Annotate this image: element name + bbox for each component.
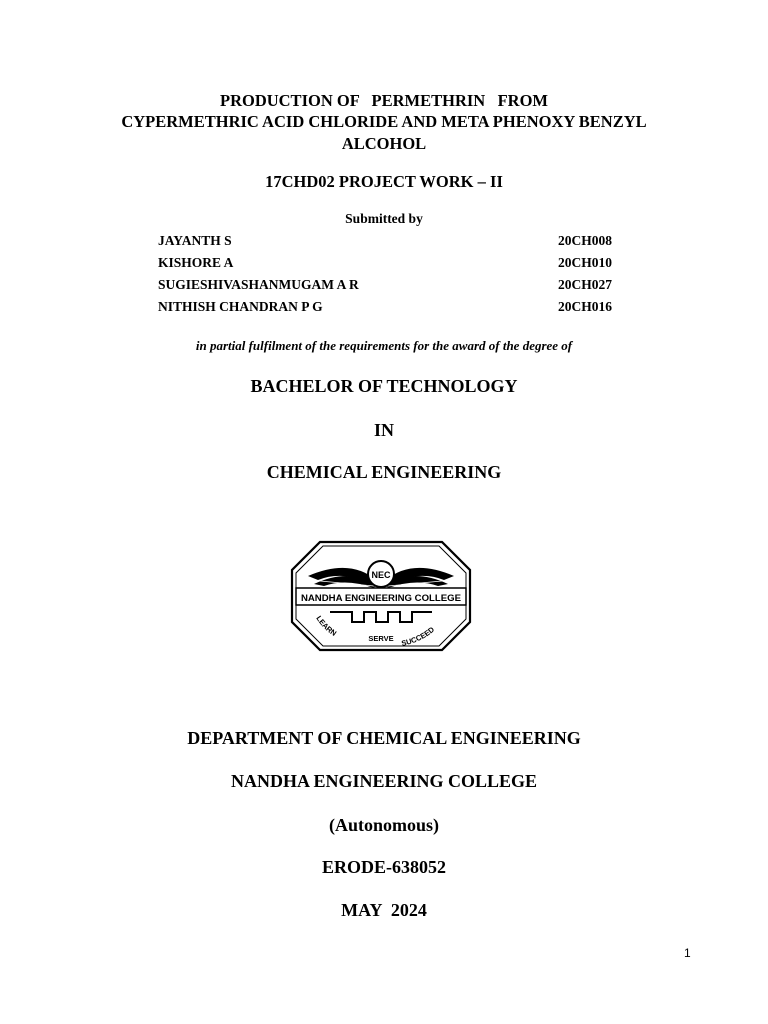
partial-fulfilment-text: in partial fulfilment of the requirements for the award of the degree of [195, 338, 573, 353]
degree-name: BACHELOR OF TECHNOLOGY [250, 376, 518, 396]
location: ERODE-638052 [321, 857, 446, 877]
logo-learn: LEARN [314, 614, 339, 638]
student-name: NITHISH CHANDRAN P G [158, 299, 323, 314]
project-title-line-2: CYPERMETHRIC ACID CHLORIDE AND META PHENOXY BENZYL [121, 112, 647, 131]
student-row [158, 277, 612, 297]
student-roll: 20CH008 [558, 233, 612, 248]
department-name: DEPARTMENT OF CHEMICAL ENGINEERING [187, 728, 581, 748]
logo-succeed: SUCCEED [400, 624, 437, 648]
student-row [158, 299, 612, 319]
student-roll: 20CH016 [558, 299, 612, 314]
page-number: 1 [684, 946, 691, 960]
college-logo [290, 540, 472, 652]
student-roll: 20CH010 [558, 255, 612, 270]
autonomous-label: (Autonomous) [328, 815, 439, 835]
student-row [158, 255, 612, 275]
emblem-text: NEC [371, 570, 391, 580]
logo-college-name: NANDHA ENGINEERING COLLEGE [300, 593, 462, 604]
student-roll: 20CH027 [558, 277, 612, 292]
college-name: NANDHA ENGINEERING COLLEGE [230, 771, 538, 791]
student-name: SUGIESHIVASHANMUGAM A R [158, 277, 359, 292]
student-row [158, 233, 612, 253]
project-title-line-3: ALCOHOL [341, 134, 427, 153]
degree-branch: CHEMICAL ENGINEERING [266, 462, 502, 482]
project-title-line-1: PRODUCTION OF PERMETHRIN FROM [219, 91, 548, 110]
student-name: JAYANTH S [158, 233, 232, 248]
logo-serve: SERVE [368, 634, 394, 643]
student-name: KISHORE A [158, 255, 234, 270]
course-code: 17CHD02 PROJECT WORK – II [265, 172, 503, 191]
submitted-by-label: Submitted by [345, 211, 423, 226]
degree-in: IN [373, 420, 394, 440]
submission-date: MAY 2024 [341, 900, 427, 920]
